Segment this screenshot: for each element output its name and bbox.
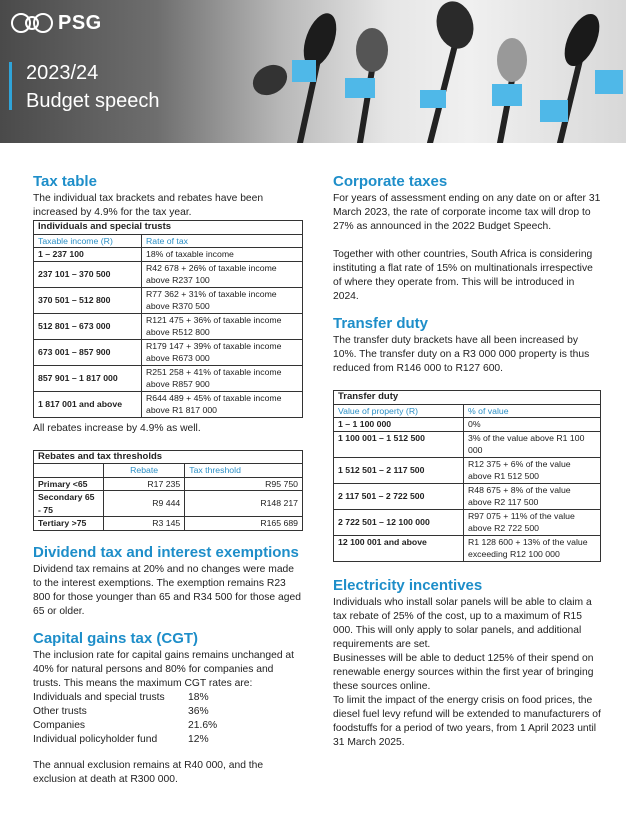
table-row [334,457,601,483]
rate-cell: R644 489 + 45% of taxable income above R1 817 000 [142,391,303,417]
header-banner [0,0,626,143]
electricity-para2: Businesses will be able to deduct 125% of their spend on renewable energy sources within the first year of bringing these sources online. [333,652,594,692]
income-cell: 370 501 – 512 800 [34,287,142,313]
col-rate-of-tax: Rate of tax [142,234,303,248]
rebate-label: Tertiary >75 [34,517,104,531]
rebate-value: R3 145 [104,517,185,531]
transfer-table-title: Transfer duty [334,391,601,405]
cgt-rate-label: Other trusts [33,705,87,717]
property-value-cell: 2 722 501 – 12 100 000 [334,509,464,535]
cgt-heading: Capital gains tax (CGT) [33,629,199,647]
page-title-year: 2023/24 [26,62,99,84]
psg-emblem-icon [10,8,54,38]
cgt-body: The inclusion rate for capital gains remains unchanged at 40% for natural persons and 80% for companies and trusts. This means the maximum CGT rates are: [33,649,295,689]
rebate-label: Secondary 65 - 75 [34,491,104,517]
col-rebate: Rebate [104,464,185,478]
cgt-footer: The annual exclusion remains at R40 000, and the exclusion at death at R300 000. [33,759,264,785]
income-cell: 857 901 – 1 817 000 [34,365,142,391]
tax-table-title: Individuals and special trusts [34,221,303,235]
logo-text: PSG [58,11,102,34]
table-row [334,535,601,561]
rebates-note: All rebates increase by 4.9% as well. [33,422,201,434]
table-row [34,391,303,417]
list-item [33,733,303,747]
cgt-rate-value: 12% [188,733,209,745]
transfer-heading: Transfer duty [333,315,429,332]
cgt-rate-label: Companies [33,719,86,731]
col-tax-threshold: Tax threshold [185,464,303,478]
income-cell: 237 101 – 370 500 [34,261,142,287]
cgt-rate-label: Individual policyholder fund [33,733,158,745]
property-value-cell: 1 – 1 100 000 [334,418,464,432]
rebates-table [33,450,303,531]
list-item [33,691,303,705]
col-value-of-property: Value of property (R) [334,404,464,418]
rate-cell: R77 362 + 31% of taxable income above R370 500 [142,287,303,313]
table-row [34,517,303,531]
cgt-rate-value: 21.6% [188,719,218,731]
income-cell: 1 817 001 and above [34,391,142,417]
property-value-cell: 12 100 001 and above [334,535,464,561]
rebate-value: R17 235 [104,477,185,491]
dividend-heading: Dividend tax and interest exemptions [33,543,299,561]
threshold-value: R95 750 [185,477,303,491]
dividend-body: Dividend tax remains at 20% and no changes were made to the interest exemptions. The exemption remains R23 800 for those younger than 65 and R34 500 for those aged 65 or older. [33,563,301,617]
property-value-cell: 2 117 501 – 2 722 500 [334,483,464,509]
tax-table-intro: The individual tax brackets and rebates have been increased by 4.9% for the tax year. [33,193,264,218]
rebates-table-title: Rebates and tax thresholds [34,450,303,464]
col-percent-of-value: % of value [464,404,601,418]
cgt-rates-list [33,691,303,747]
duty-cell: R1 128 600 + 13% of the value exceeding R12 100 000 [464,535,601,561]
table-row [34,261,303,287]
page-title: Budget speech [26,90,160,112]
table-row [34,248,303,262]
rate-cell: R121 475 + 36% of taxable income above R512 800 [142,313,303,339]
transfer-body: The transfer duty brackets have all been increased by 10%. The transfer duty on a R3 000 000 property is thus reduced from R146 000 to R127 600. [333,335,590,374]
corporate-para1: For years of assessment ending on any date on or after 31 March 2023, the rate of corporate income tax will drop to 27% as announced in the 2022 Budget Speech. [333,193,601,232]
electricity-para1: Individuals who install solar panels will be able to claim a tax rebate of 25% of the cost, up to a maximum of R15 000. This will only apply to solar panels, and additional requirements are set. [333,596,592,650]
electricity-heading: Electricity incentives [333,576,483,594]
rate-cell: R42 678 + 26% of taxable income above R237 100 [142,261,303,287]
table-row [334,431,601,457]
rate-cell: R251 258 + 41% of taxable income above R857 900 [142,365,303,391]
col-empty [34,464,104,478]
duty-cell: R12 375 + 6% of the value above R1 512 500 [464,457,601,483]
right-column [333,172,601,750]
cgt-rate-value: 36% [188,705,209,717]
income-cell: 1 – 237 100 [34,248,142,262]
rate-cell: 18% of taxable income [142,248,303,262]
rate-cell: R179 147 + 39% of taxable income above R673 000 [142,339,303,365]
cgt-rate-value: 18% [188,691,209,703]
rebate-label: Primary <65 [34,477,104,491]
property-value-cell: 1 512 501 – 2 117 500 [334,457,464,483]
tax-table [33,220,303,418]
income-cell: 512 801 – 673 000 [34,313,142,339]
table-row [34,313,303,339]
corporate-heading: Corporate taxes [333,173,448,190]
duty-cell: R97 075 + 11% of the value above R2 722 500 [464,509,601,535]
psg-logo [10,8,102,38]
duty-cell: R48 675 + 8% of the value above R2 117 500 [464,483,601,509]
table-row [34,339,303,365]
left-column [33,172,303,787]
table-row [334,509,601,535]
table-row [334,483,601,509]
table-row [334,418,601,432]
table-row [34,491,303,517]
duty-cell: 3% of the value above R1 100 000 [464,431,601,457]
threshold-value: R148 217 [185,491,303,517]
income-cell: 673 001 – 857 900 [34,339,142,365]
threshold-value: R165 689 [185,517,303,531]
col-taxable-income: Taxable income (R) [34,234,142,248]
tax-table-heading: Tax table [33,173,97,190]
list-item [33,705,303,719]
table-row [34,287,303,313]
duty-cell: 0% [464,418,601,432]
title-accent-bar [9,62,12,110]
electricity-para3: To limit the impact of the energy crisis on food prices, the diesel fuel levy refund will be extended to manufacturers of foodstuffs for a period of two years, from 1 April 2023 until 31 March 2025. [333,694,601,748]
property-value-cell: 1 100 001 – 1 512 500 [334,431,464,457]
table-row [34,477,303,491]
transfer-duty-table [333,390,601,562]
list-item [33,719,303,733]
rebate-value: R9 444 [104,491,185,517]
table-row [34,365,303,391]
corporate-para2: Together with other countries, South Africa is considering instituting a flat rate of 15% on multinationals irrespective of where they operate from. This will be introduced in 2024. [333,249,593,302]
cgt-rate-label: Individuals and special trusts [33,691,165,703]
